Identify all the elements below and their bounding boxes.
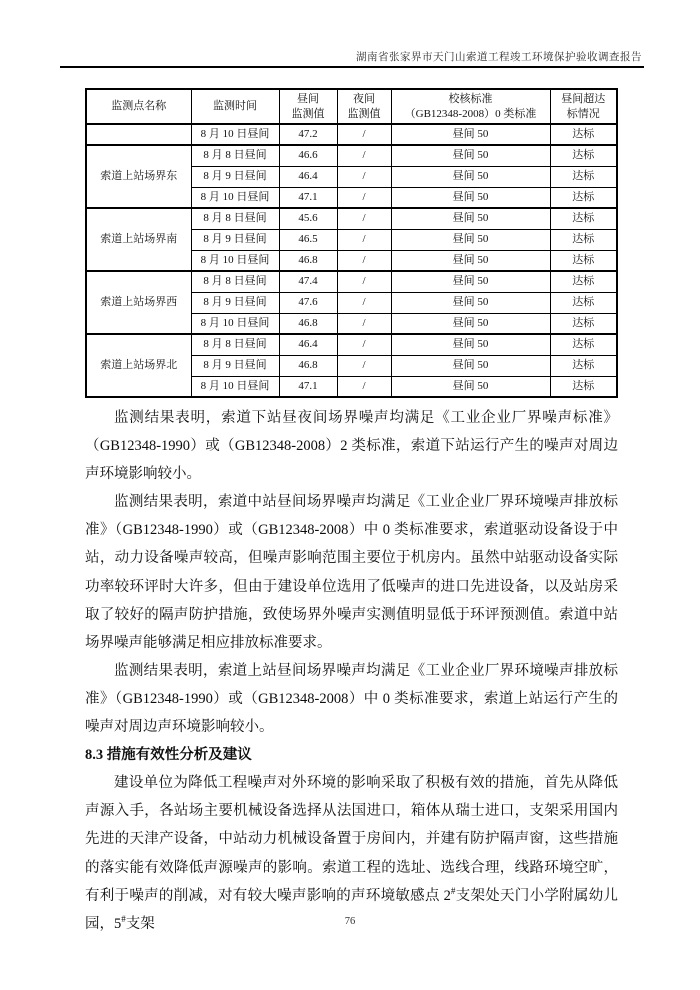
section-heading-8-3: 8.3 措施有效性分析及建议	[85, 747, 252, 764]
cell-night-value: /	[337, 208, 391, 229]
cell-point: 索道上站场界南	[86, 208, 191, 271]
noise-monitoring-table	[85, 88, 618, 398]
running-header: 湖南省张家界市天门山索道工程竣工环境保护验收调查报告	[356, 52, 642, 63]
cell-standard: 昼间 50	[391, 355, 550, 376]
paragraph-middle-station: 监测结果表明，索道中站昼间场界噪声均满足《工业企业厂界环境噪声排放标准》（GB12348-1990）或（GB12348-2008）中 0 类标准要求，索道驱动设备设于中站，动力设备噪声较高，但噪声影响范围主要位于机房内。虽然中站驱动设备实际功率较环评时大许多，但由于建设单位选用了低噪声的进口先进设备，以及站房采取了较好的隔声防护措施，致使场界外噪声实测值明显低于环评预测值。索道中站场界噪声能够满足相应排放标准要求。	[85, 494, 618, 651]
cell-standard: 昼间 50	[391, 229, 550, 250]
cell-result: 达标	[550, 145, 617, 166]
cell-result: 达标	[550, 376, 617, 397]
header-line: （GB12348-2008）0 类标准	[404, 107, 537, 120]
cell-result: 达标	[550, 208, 617, 229]
header-line: 监测值	[347, 107, 381, 120]
cell-day-value: 47.6	[279, 292, 337, 313]
cell-day-value: 46.8	[279, 250, 337, 271]
cell-day-value: 46.6	[279, 145, 337, 166]
cell-time: 8 月 10 日昼间	[191, 313, 279, 334]
cell-day-value: 46.5	[279, 229, 337, 250]
cell-time: 8 月 10 日昼间	[191, 250, 279, 271]
table-header-row	[86, 89, 617, 124]
cell-point: 索道上站场界东	[86, 145, 191, 208]
cell-standard: 昼间 50	[391, 292, 550, 313]
col-header-time: 监测时间	[191, 89, 279, 124]
cell-result: 达标	[550, 124, 617, 145]
table-row	[86, 124, 617, 145]
col-header-day-value	[279, 89, 337, 124]
cell-standard: 昼间 50	[391, 313, 550, 334]
cell-time: 8 月 9 日昼间	[191, 292, 279, 313]
cell-point: 索道上站场界西	[86, 271, 191, 334]
cell-day-value: 47.4	[279, 271, 337, 292]
cell-time: 8 月 10 日昼间	[191, 124, 279, 145]
page-number: 76	[344, 916, 356, 927]
cell-night-value: /	[337, 292, 391, 313]
table-row	[86, 145, 617, 166]
cell-time: 8 月 9 日昼间	[191, 229, 279, 250]
header-line: 昼间	[297, 92, 319, 105]
col-header-point: 监测点名称	[86, 89, 191, 124]
cell-result: 达标	[550, 313, 617, 334]
table-row	[86, 334, 617, 355]
cell-night-value: /	[337, 166, 391, 187]
header-line: 校核标准	[448, 92, 493, 105]
cell-result: 达标	[550, 355, 617, 376]
cell-night-value: /	[337, 250, 391, 271]
cell-day-value: 47.1	[279, 376, 337, 397]
cell-standard: 昼间 50	[391, 334, 550, 355]
col-header-compliance	[550, 89, 617, 124]
cell-night-value: /	[337, 334, 391, 355]
cell-day-value: 45.6	[279, 208, 337, 229]
superscript-hash: #	[450, 885, 456, 896]
cell-result: 达标	[550, 166, 617, 187]
cell-result: 达标	[550, 271, 617, 292]
table-row	[86, 208, 617, 229]
cell-night-value: /	[337, 376, 391, 397]
header-line: 昼间超达	[561, 92, 606, 105]
cell-night-value: /	[337, 313, 391, 334]
cell-result: 达标	[550, 187, 617, 208]
cell-night-value: /	[337, 145, 391, 166]
table-row	[86, 271, 617, 292]
cell-time: 8 月 9 日昼间	[191, 166, 279, 187]
cell-night-value: /	[337, 187, 391, 208]
cell-result: 达标	[550, 292, 617, 313]
cell-day-value: 46.8	[279, 313, 337, 334]
cell-time: 8 月 8 日昼间	[191, 271, 279, 292]
cell-night-value: /	[337, 271, 391, 292]
cell-result: 达标	[550, 229, 617, 250]
cell-point: 索道上站场界北	[86, 334, 191, 397]
cell-day-value: 46.8	[279, 355, 337, 376]
cell-standard: 昼间 50	[391, 271, 550, 292]
paragraph-upper-station: 监测结果表明，索道上站昼间场界噪声均满足《工业企业厂界环境噪声排放标准》（GB12348-1990）或（GB12348-2008）中 0 类标准要求，索道上站运行产生的噪声对周边声环境影响较小。	[85, 662, 618, 736]
cell-time: 8 月 8 日昼间	[191, 208, 279, 229]
cell-night-value: /	[337, 124, 391, 145]
cell-standard: 昼间 50	[391, 250, 550, 271]
paragraph-measures	[85, 769, 618, 938]
paragraph-segment: 建设单位为降低工程噪声对外环境的影响采取了积极有效的措施，首先从降低声源入手，各站场主要机械设备选择从法国进口，箱体从瑞士进口，支架采用国内先进的天津产设备，中站动力机械设备置于房间内，并建有防护隔声窗，这些措施的落实能有效降低声源噪声的影响。索道工程的选址、选线合理，线路环境空旷，有利于噪声的削减，对有较大噪声影响的声环境敏感点 2	[85, 775, 618, 904]
cell-day-value: 47.1	[279, 187, 337, 208]
header-line: 监测值	[291, 107, 325, 120]
cell-night-value: /	[337, 355, 391, 376]
cell-time: 8 月 10 日昼间	[191, 376, 279, 397]
body-text	[85, 404, 618, 938]
header-divider-line	[60, 66, 644, 68]
cell-day-value: 46.4	[279, 334, 337, 355]
cell-point	[86, 124, 191, 145]
cell-time: 8 月 10 日昼间	[191, 187, 279, 208]
cell-time: 8 月 8 日昼间	[191, 145, 279, 166]
cell-day-value: 47.2	[279, 124, 337, 145]
cell-result: 达标	[550, 334, 617, 355]
superscript-hash: #	[121, 913, 126, 924]
cell-standard: 昼间 50	[391, 376, 550, 397]
col-header-standard	[391, 89, 550, 124]
cell-standard: 昼间 50	[391, 187, 550, 208]
paragraph-segment: 支架	[125, 915, 155, 932]
cell-result: 达标	[550, 250, 617, 271]
col-header-night-value	[337, 89, 391, 124]
paragraph-segment: 支架处天门小学附属幼儿园，5	[85, 887, 618, 932]
cell-standard: 昼间 50	[391, 166, 550, 187]
cell-standard: 昼间 50	[391, 124, 550, 145]
cell-day-value: 46.4	[279, 166, 337, 187]
cell-standard: 昼间 50	[391, 208, 550, 229]
header-line: 标情况	[566, 107, 600, 120]
header-line: 夜间	[353, 92, 375, 105]
cell-standard: 昼间 50	[391, 145, 550, 166]
cell-time: 8 月 9 日昼间	[191, 355, 279, 376]
cell-time: 8 月 8 日昼间	[191, 334, 279, 355]
cell-night-value: /	[337, 229, 391, 250]
paragraph-lower-station: 监测结果表明，索道下站昼夜间场界噪声均满足《工业企业厂界噪声标准》（GB12348-1990）或（GB12348-2008）2 类标准，索道下站运行产生的噪声对周边声环境影响较小。	[85, 410, 618, 483]
